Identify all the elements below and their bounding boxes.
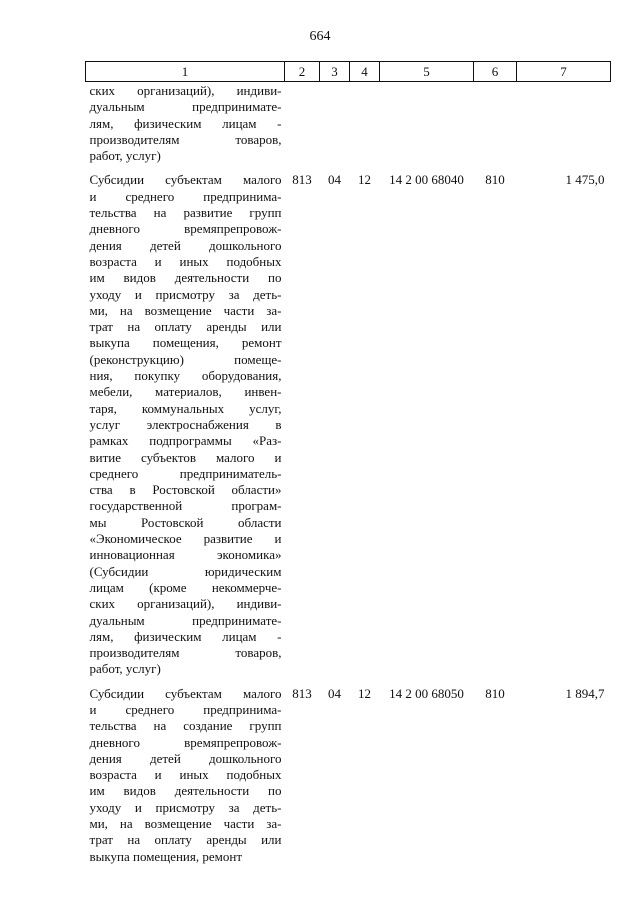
ved-code: 813 <box>292 685 312 701</box>
description-line: мы Ростовской области <box>89 514 282 530</box>
description-line: тельства на развитие групп <box>89 205 282 221</box>
description-line: ми, на возмещение части за- <box>89 302 282 318</box>
description-line: уходу и присмотру за деть- <box>89 286 282 302</box>
description-line: Субсидии субъектам малого <box>89 172 282 188</box>
target-item-code <box>380 82 474 165</box>
column-header-3: 3 <box>320 62 350 82</box>
ved-code <box>285 82 320 165</box>
expense-type-code <box>474 82 517 165</box>
subsection-code <box>350 82 380 165</box>
description-line: выкупа помещения, ремонт <box>89 848 242 864</box>
description-line: (Субсидии юридическим <box>89 563 282 579</box>
column-header-5: 5 <box>380 62 474 82</box>
description-line: дения детей дошкольного <box>89 237 282 253</box>
subsection-code: 12 <box>358 685 371 701</box>
table-body <box>86 82 611 865</box>
amount-value: 1 894,7 <box>565 685 605 701</box>
description-line: дуальным предпринимате- <box>89 612 282 628</box>
column-header-1: 1 <box>86 62 285 82</box>
table-header <box>86 62 611 82</box>
description-line: Субсидии субъектам малого <box>89 685 282 701</box>
description-line: им видов деятельности по <box>89 783 282 799</box>
table-row <box>86 82 611 165</box>
description-line: ми, на возмещение части за- <box>89 816 282 832</box>
row-description <box>86 82 285 165</box>
description-line: работ, услуг) <box>89 661 161 677</box>
description-line: лям, физическим лицам - <box>89 628 282 644</box>
subsection-code: 12 <box>358 172 371 188</box>
description-line: работ, услуг) <box>89 148 161 164</box>
description-line: ства в Ростовской области» <box>89 482 282 498</box>
description-line: производителям товаров, <box>89 131 282 147</box>
description-line: витие субъектов малого и <box>89 449 282 465</box>
description-line: возраста и иных подобных <box>89 253 282 269</box>
expense-type-code: 810 <box>485 685 505 701</box>
header-row <box>86 62 611 82</box>
description-line: (реконструкцию) помеще- <box>89 351 282 367</box>
description-line: таря, коммунальных услуг, <box>89 400 282 416</box>
expense-type-code: 810 <box>485 172 505 188</box>
column-header-6: 6 <box>474 62 517 82</box>
description-line: инновационная экономика» <box>89 547 282 563</box>
description-line: лям, физическим лицам - <box>89 115 282 131</box>
description-line: дуальным предпринимате- <box>89 99 282 115</box>
section-code: 04 <box>328 685 341 701</box>
description-line: и среднего предпринима- <box>89 188 282 204</box>
amount-value <box>517 82 611 165</box>
description-line: трат на оплату аренды или <box>89 832 282 848</box>
section-code <box>320 82 350 165</box>
description-line: тельства на создание групп <box>89 718 282 734</box>
description-line: услуг электроснабжения в <box>89 416 282 432</box>
description-line: ских организаций), индиви- <box>89 596 282 612</box>
description-line: ских организаций), индиви- <box>89 83 282 98</box>
description-line: ния, покупку оборудования, <box>89 368 282 384</box>
ved-code: 813 <box>292 172 312 188</box>
table-row <box>86 164 611 677</box>
budget-table <box>85 61 611 865</box>
column-header-4: 4 <box>350 62 380 82</box>
target-item-code: 14 2 00 68050 <box>389 685 464 701</box>
row-description <box>86 164 285 677</box>
column-header-7: 7 <box>517 62 611 82</box>
description-line: выкупа помещения, ремонт <box>89 335 282 351</box>
description-line: государственной програм- <box>89 498 282 514</box>
description-line: уходу и присмотру за деть- <box>89 799 282 815</box>
page-number: 664 <box>309 29 331 44</box>
description-line: дневного времяпрепровож- <box>89 221 282 237</box>
amount-value: 1 475,0 <box>565 172 605 188</box>
description-line: производителям товаров, <box>89 645 282 661</box>
description-line: рамках подпрограммы «Раз- <box>89 433 282 449</box>
description-line: дения детей дошкольного <box>89 750 282 766</box>
description-line: возраста и иных подобных <box>89 767 282 783</box>
description-line: «Экономическое развитие и <box>89 531 282 547</box>
description-line: мебели, материалов, инвен- <box>89 384 282 400</box>
target-item-code: 14 2 00 68040 <box>389 172 464 188</box>
description-line: им видов деятельности по <box>89 270 282 286</box>
description-line: дневного времяпрепровож- <box>89 734 282 750</box>
description-line: лицам (кроме некоммерче- <box>89 579 282 595</box>
row-description <box>86 678 285 865</box>
description-line: трат на оплату аренды или <box>89 319 282 335</box>
description-line: и среднего предпринима- <box>89 701 282 717</box>
table-row <box>86 678 611 865</box>
description-line: среднего предприниматель- <box>89 465 282 481</box>
column-header-2: 2 <box>285 62 320 82</box>
section-code: 04 <box>328 172 341 188</box>
